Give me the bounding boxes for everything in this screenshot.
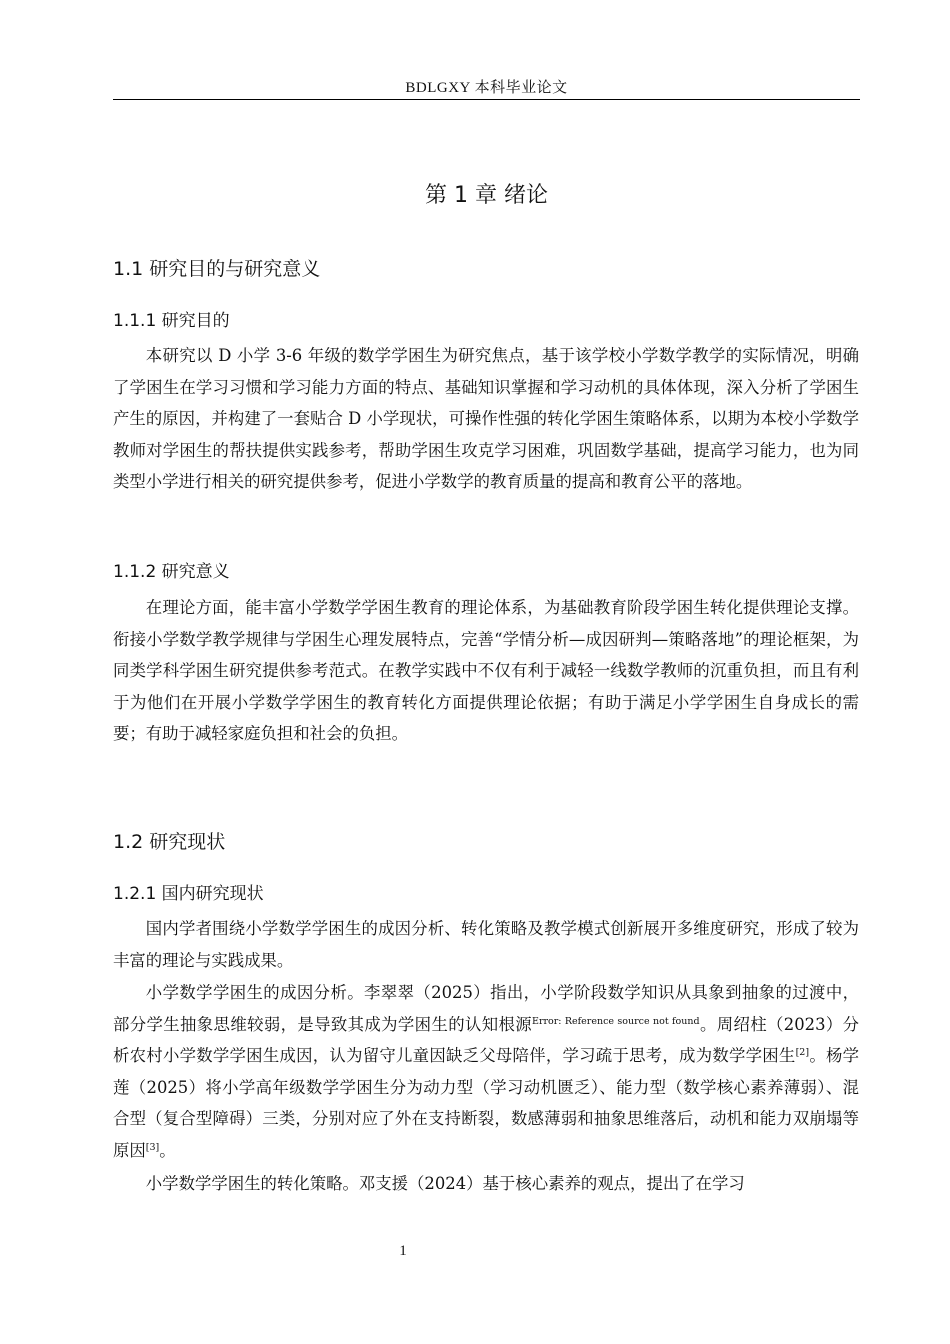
subsection-heading-1-1-1: 1.1.1 研究目的	[113, 311, 230, 331]
causes-text-part-4: 。	[159, 1140, 176, 1160]
causes-text-part-1: 小学数学学困生的成因分析。李翠翠（2025）指出，小学阶段数学知识从具象到抽象的过渡中，部分学生抽象思维较弱，是导致其成为学困生的认知根源	[113, 983, 859, 1034]
running-header: BDLGXY 本科毕业论文	[405, 80, 568, 96]
causes-text-part-2: 。周绍柱（2023）分析农村小学数学学困生成因，认为留守儿童因缺乏父母陪伴，学习疏于思考，成为数学学困生	[113, 1014, 860, 1066]
chapter-title: 第 1 章 绪论	[425, 183, 548, 208]
header-rule	[113, 99, 860, 100]
citation-3: [3]	[145, 1141, 160, 1153]
subsection-heading-1-2-1: 1.2.1 国内研究现状	[113, 884, 264, 904]
subsection-heading-1-1-2: 1.1.2 研究意义	[113, 562, 230, 582]
paragraph-transformation-strategy: 小学数学学困生的转化策略。邓支援（2024）基于核心素养的观点，提出了在学习	[145, 1174, 745, 1193]
page-number: 1	[399, 1243, 407, 1259]
paragraph-domestic-overview: 国内学者围绕小学数学学困生的成因分析、转化策略及教学模式创新展开多维度研究，形成了较为丰富的理论与实践成果。	[113, 919, 859, 970]
paragraph-causes-analysis	[113, 977, 859, 1167]
section-heading-1-2: 1.2 研究现状	[113, 831, 226, 853]
paragraph-research-purpose: 本研究以 D 小学 3-6 年级的数学学困生为研究焦点，基于该学校小学数学教学的实际情况，明确了学困生在学习习惯和学习能力方面的特点、基础知识掌握和学习动机的具体体现，深入分析了学困生产生的原因，并构建了一套贴合 D 小学现状，可操作性强的转化学困生策略体系，以期为本校小学数学教师对学困生的帮扶提供实践参考，帮助学困生攻克学习困难，巩固数学基础，提高学习能力，也为同类型小学进行相关的研究提供参考，促进小学数学的教育质量的提高和教育公平的落地。	[113, 346, 859, 492]
causes-text-part-3: 。杨学莲（2025）将小学高年级数学学困生分为动力型（学习动机匮乏）、能力型（数学核心素养薄弱）、混合型（复合型障碍）三类，分别对应了外在支持断裂，数感薄弱和抽象思维落后，动机和能力双崩塌等原因	[113, 1046, 860, 1160]
citation-error-reference: Error: Reference source not found	[532, 1015, 700, 1027]
section-heading-1-1: 1.1 研究目的与研究意义	[113, 258, 321, 280]
paragraph-research-significance: 在理论方面，能丰富小学数学学困生教育的理论体系，为基础教育阶段学困生转化提供理论支撑。衔接小学数学教学规律与学困生心理发展特点，完善“学情分析—成因研判—策略落地”的理论框架，为同类学科学困生研究提供参考范式。在教学实践中不仅有利于减轻一线数学教师的沉重负担，而且有利于为他们在开展小学数学学困生的教育转化方面提供理论依据；有助于满足小学学困生自身成长的需要；有助于减轻家庭负担和社会的负担。	[113, 598, 859, 744]
citation-2: [2]	[795, 1047, 810, 1059]
